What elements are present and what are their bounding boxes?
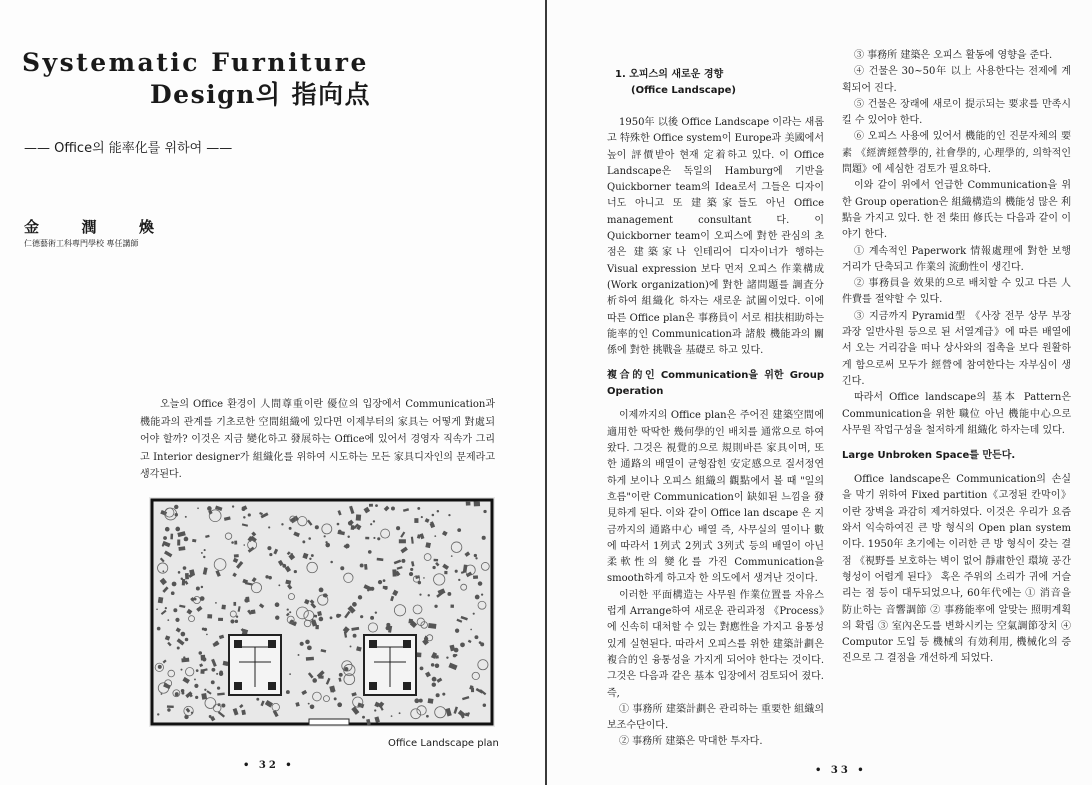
plan-furniture-mark bbox=[375, 504, 378, 507]
plan-furniture-mark bbox=[377, 537, 380, 540]
plan-furniture-mark bbox=[211, 668, 215, 672]
plan-furniture-mark bbox=[466, 501, 471, 506]
plan-furniture-mark bbox=[352, 602, 357, 607]
plan-furniture-mark bbox=[431, 663, 435, 667]
plan-furniture-mark bbox=[365, 537, 369, 540]
plan-furniture-mark bbox=[194, 684, 198, 688]
plan-furniture-mark bbox=[275, 615, 279, 619]
plan-furniture-mark bbox=[182, 579, 186, 586]
plan-furniture-mark bbox=[423, 577, 425, 579]
intro-paragraph: 오늘의 Office 환경이 人間尊重이란 優位의 입장에서 Communication과 機能과의 관계를 기초로한 空間組織에 있다면 이제부터의 家具는 어떻게 對處되어야 할까? 이것은 지금 變化하고 發展하는 Office에 있어서 경영자 직속가 그리고 Interior designer가 組織化를 위하여 시도하는 모든 家具디자인의 문제라고 생각된다. bbox=[140, 399, 495, 480]
plan-furniture-mark bbox=[235, 620, 238, 623]
plan-furniture-mark bbox=[339, 673, 343, 677]
plan-furniture-mark bbox=[368, 550, 372, 554]
author-char: 潤 bbox=[81, 218, 97, 236]
plan-furniture-mark bbox=[219, 671, 223, 675]
plan-furniture-mark bbox=[324, 535, 326, 537]
plan-furniture-mark bbox=[307, 645, 312, 650]
plan-furniture-mark bbox=[370, 616, 374, 620]
page-number-right: • 33 • bbox=[815, 765, 867, 776]
plan-furniture-mark bbox=[447, 592, 451, 596]
plan-furniture-mark bbox=[256, 698, 259, 701]
plan-furniture-mark bbox=[181, 689, 185, 693]
plan-furniture-mark bbox=[294, 570, 297, 573]
plan-furniture-mark bbox=[325, 541, 327, 543]
plan-furniture-mark bbox=[474, 501, 480, 506]
plan-furniture-mark bbox=[216, 673, 218, 675]
plan-furniture-mark bbox=[234, 541, 237, 545]
plan-furniture-mark bbox=[200, 669, 204, 674]
plan-furniture-mark bbox=[162, 570, 164, 572]
plan-furniture-mark bbox=[428, 594, 430, 596]
plan-furniture-mark bbox=[337, 702, 342, 707]
plan-furniture-mark bbox=[312, 678, 317, 683]
plan-furniture-mark bbox=[233, 602, 236, 606]
paragraph: 이와 같이 위에서 언급한 Communication을 위한 Group operation은 組織構造의 機能성 많은 利點을 가지고 있다. 한 전 柴田 修氏는 다음과 같이 이야기 한다. bbox=[842, 180, 1071, 241]
plan-furniture-mark bbox=[481, 593, 483, 595]
plan-furniture-mark bbox=[158, 597, 164, 603]
section-heading bbox=[615, 67, 824, 99]
plan-furniture-mark bbox=[391, 715, 393, 717]
right-page bbox=[547, 0, 1092, 785]
plan-furniture-mark bbox=[337, 523, 340, 526]
plan-furniture-mark bbox=[325, 543, 330, 548]
plan-furniture-mark bbox=[417, 507, 420, 510]
list-item: ③ 지금까지 Pyramid型 《사장 전무 상무 부장 과장 일반사원 등으로 된 서열계급》에 따른 배열에서 오는 거리감을 떠나 상사와의 접촉을 보다 원활하게 함으로써 모두가 經營에 참여한다는 자부심이 생긴다. bbox=[842, 310, 1071, 387]
plan-furniture-mark bbox=[234, 554, 239, 557]
plan-furniture-mark bbox=[360, 564, 364, 568]
plan-furniture-mark bbox=[167, 619, 169, 621]
plan-furniture-mark bbox=[319, 617, 324, 622]
plan-furniture-mark bbox=[460, 642, 465, 647]
plan-furniture-mark bbox=[457, 528, 461, 532]
plan-furniture-mark bbox=[221, 605, 225, 610]
plan-furniture-mark bbox=[432, 677, 437, 682]
plan-furniture-mark bbox=[336, 614, 340, 618]
plan-furniture-mark bbox=[175, 527, 180, 532]
plan-furniture-mark bbox=[418, 581, 421, 584]
plan-furniture-mark bbox=[391, 507, 395, 511]
plan-furniture-mark bbox=[473, 613, 475, 615]
paragraph: 이제까지의 Office plan은 주어진 建築空間에 適用한 딱딱한 幾何學的인 배치를 通常으로 하여 왔다. 그것은 視覺的으로 規則바른 家具이며, 또한 通路의 배열이 균형잡힌 安定感으로 질서정연하게 보이나 오피스 組織의 觀點에서 볼 때 "일의 흐름"이란 Communication이 缺如된 느낌을 發見하게 된다. 이와 같이 Office lan dscape 은 지금까지의 通路中心 배열 즉, 사무실의 열이나 數에 따라서 1列式 2列式 3列式 등의 배열이 아닌 柔軟性의 變化를 가진 Communication을 smooth하게 하고자 한 의도에서 생겨난 것이다. bbox=[607, 410, 824, 585]
plan-furniture-mark bbox=[157, 627, 161, 631]
plan-furniture-mark bbox=[344, 667, 348, 671]
list-item: ⑥ 오피스 사용에 있어서 機能的인 진문자체의 要素 《經濟經營學的, 社會學的, 心理學的, 의학적인 問題》에 세심한 검토가 필요하다. bbox=[842, 131, 1071, 176]
plan-furniture-mark bbox=[185, 573, 189, 579]
paragraph: Office landscape은 Communication의 손실을 막기 위하여 Fixed partition《고정된 칸막이》이란 장벽을 과감히 제거하였다. 이것은 우리가 요즘 와서 익숙하여진 큰 방 형식의 Open plan system 이다. 1950年 초기에는 이러한 큰 방 형식이 갖는 결점 《視野를 보호하는 벽이 없어 靜肅한인 環境 공간형성이 어렵게 된다》 혹은 주위의 소리가 귀에 거슬리는 점 등이 대두되었으나, 60年代에는 ① 消音을 防止하는 音響調節 ② 事務能率에 알맞는 照明계획의 확립 ③ 室內온도를 변화시키는 空氣調節장치 ④ Computor 도입 등 機械의 有効利用, 機械化의 증진으로 그 결점을 개선하게 되었다. bbox=[842, 474, 1071, 665]
plan-furniture-mark bbox=[218, 618, 223, 621]
plan-furniture-mark bbox=[360, 615, 363, 618]
plan-furniture-mark bbox=[184, 537, 189, 542]
plan-furniture-mark bbox=[442, 693, 445, 696]
plan-furniture-mark bbox=[306, 657, 314, 661]
paragraph: 따라서 Office landscape의 基本 Pattern은 Communication을 위한 職位 아닌 機能中心으로 사무원 작업구성을 철저하게 組織化 하자는데 있다. bbox=[842, 392, 1071, 436]
plan-furniture-mark bbox=[230, 619, 234, 623]
plan-furniture-mark bbox=[175, 513, 178, 516]
plan-furniture-mark bbox=[207, 506, 212, 511]
plan-furniture-mark bbox=[281, 523, 283, 525]
plan-furniture-mark bbox=[158, 665, 162, 669]
plan-furniture-mark bbox=[446, 656, 448, 658]
plan-furniture-mark bbox=[330, 561, 333, 564]
plan-furniture-mark bbox=[428, 623, 436, 629]
plan-furniture-mark bbox=[181, 669, 183, 671]
plan-furniture-mark bbox=[383, 579, 386, 582]
plan-furniture-mark bbox=[399, 539, 406, 543]
plan-furniture-mark bbox=[334, 697, 337, 700]
plan-furniture-mark bbox=[175, 618, 179, 622]
plan-furniture-mark bbox=[248, 513, 251, 516]
plan-furniture-mark bbox=[195, 696, 198, 699]
plan-furniture-mark bbox=[340, 566, 344, 570]
plan-furniture-mark bbox=[217, 687, 220, 690]
plan-furniture-mark bbox=[215, 602, 217, 604]
plan-furniture-mark bbox=[396, 526, 400, 530]
list-item: ① 事務所 建築計劃은 관리하는 重要한 組織의 보조수단이다. bbox=[607, 703, 824, 732]
plan-furniture-mark bbox=[181, 578, 183, 580]
plan-furniture-mark bbox=[409, 572, 413, 576]
plan-furniture-mark bbox=[268, 576, 272, 580]
text-column-left bbox=[607, 67, 824, 751]
plan-furniture-mark bbox=[167, 705, 174, 708]
plan-furniture-mark bbox=[204, 549, 206, 551]
plan-furniture-mark bbox=[373, 520, 375, 522]
plan-furniture-mark bbox=[375, 611, 377, 613]
plan-furniture-mark bbox=[475, 595, 480, 600]
plan-furniture-mark bbox=[367, 589, 369, 591]
plan-furniture-mark bbox=[173, 608, 177, 612]
plan-furniture-mark bbox=[275, 602, 280, 607]
plan-furniture-mark bbox=[378, 580, 382, 584]
plan-furniture-mark bbox=[245, 597, 249, 603]
plan-furniture-mark bbox=[416, 652, 421, 657]
plan-furniture-mark bbox=[221, 704, 225, 708]
plan-furniture-mark bbox=[165, 607, 167, 609]
plan-furniture-mark bbox=[269, 553, 272, 556]
plan-furniture-mark bbox=[289, 611, 291, 613]
plan-furniture-mark bbox=[420, 666, 424, 670]
plan-furniture-mark bbox=[309, 558, 311, 560]
plan-furniture-mark bbox=[419, 699, 423, 703]
author-name bbox=[24, 216, 154, 237]
plan-furniture-mark bbox=[201, 552, 203, 554]
plan-furniture-mark bbox=[204, 689, 206, 691]
plan-furniture-mark bbox=[178, 571, 181, 574]
plan-furniture-mark bbox=[183, 656, 185, 658]
plan-furniture-mark bbox=[170, 534, 173, 540]
plan-furniture-mark bbox=[478, 581, 483, 586]
plan-furniture-mark bbox=[267, 546, 271, 550]
plan-furniture-mark bbox=[201, 586, 203, 588]
plan-furniture-mark bbox=[196, 587, 200, 591]
plan-furniture-mark bbox=[483, 510, 486, 513]
plan-furniture-mark bbox=[350, 645, 352, 647]
plan-furniture-mark bbox=[453, 654, 457, 658]
plan-furniture-mark bbox=[455, 629, 459, 633]
plan-furniture-mark bbox=[358, 595, 362, 599]
author-char: 金 bbox=[24, 218, 40, 236]
subheading: 複合的인 Communication을 위한 Group Operation bbox=[607, 370, 824, 398]
plan-furniture-mark bbox=[401, 559, 405, 563]
list-item: ③ 事務所 建築은 오피스 활동에 영향을 준다. bbox=[854, 50, 1053, 61]
plan-furniture-mark bbox=[330, 616, 333, 619]
plan-furniture-mark bbox=[265, 575, 268, 578]
plan-furniture-mark bbox=[201, 693, 207, 700]
list-item: ② 事務所 建築은 막대한 투자다. bbox=[619, 736, 763, 748]
plan-furniture-mark bbox=[157, 713, 159, 715]
plan-furniture-mark bbox=[177, 540, 180, 546]
plan-furniture-mark bbox=[373, 537, 375, 539]
plan-furniture-mark bbox=[171, 591, 175, 595]
plan-furniture-mark bbox=[370, 523, 372, 525]
plan-furniture-mark bbox=[473, 575, 478, 579]
plan-furniture-mark bbox=[308, 537, 311, 540]
plan-furniture-mark bbox=[444, 571, 447, 574]
plan-furniture-mark bbox=[451, 555, 453, 557]
plan-furniture-mark bbox=[369, 504, 373, 507]
plan-furniture-mark bbox=[308, 703, 310, 705]
plan-furniture-mark bbox=[232, 505, 234, 507]
section-heading-ko: 1. 오피스의 새로운 경향 bbox=[615, 69, 724, 80]
plan-furniture-mark bbox=[353, 634, 357, 638]
article-title-line2: Design의 指向点 bbox=[150, 80, 372, 109]
plan-furniture-mark bbox=[428, 698, 434, 704]
plan-furniture-mark bbox=[414, 698, 419, 703]
text-column-right bbox=[842, 48, 1071, 668]
plan-furniture-mark bbox=[437, 510, 439, 512]
plan-furniture-mark bbox=[315, 525, 319, 529]
plan-furniture-mark bbox=[194, 678, 196, 680]
plan-furniture-mark bbox=[356, 514, 361, 520]
plan-furniture-mark bbox=[278, 584, 280, 586]
plan-furniture-mark bbox=[200, 596, 205, 601]
paragraph: 1950年 以後 Office Landscape 이라는 새롭고 特殊한 Office system이 Europe과 美國에서 높이 評價받아 현재 定着하고 있다. 이 Office Landscape은 독일의 Hamburg에 기반을 Quickborner team의 Idea로서 그들은 디자이너도 아니고 또 建築家들도 아닌 Office management consultant 다. 이 Quickborner team이 오피스에 對한 관심의 초점은 建築家나 인테리어 디자이너가 행하는 Visual expression 보다 먼저 오피스 作業構成(Work organization)에 對한 諸問題를 調査分析하여 組織化 하자는 새로운 試圖이었다. 이에 따른 Office plan은 事務員이 서로 相扶相助하는 能率的인 Communication과 諸般 機能과의 關係에 對한 挑戰을 基礎로 하고 있다. bbox=[607, 117, 824, 357]
plan-furniture-mark bbox=[177, 646, 180, 649]
left-page bbox=[0, 0, 545, 785]
plan-furniture-mark bbox=[434, 559, 439, 562]
article-subtitle: —— Office의 能率化를 위하여 —— bbox=[24, 141, 233, 156]
plan-furniture-mark bbox=[348, 521, 353, 526]
figure-caption: Office Landscape plan bbox=[388, 738, 499, 749]
plan-furniture-mark bbox=[432, 514, 435, 517]
plan-furniture-mark bbox=[243, 544, 245, 546]
plan-furniture-mark bbox=[374, 709, 376, 711]
list-item: ⑤ 건물은 장래에 새로이 提示되는 要求를 만족시킬 수 있어야 한다. bbox=[842, 98, 1071, 127]
plan-furniture-mark bbox=[474, 554, 477, 557]
plan-furniture-mark bbox=[426, 715, 429, 718]
plan-furniture-mark bbox=[282, 564, 286, 568]
plan-furniture-mark bbox=[175, 694, 177, 696]
plan-furniture-mark bbox=[458, 579, 460, 581]
plan-furniture-mark bbox=[289, 673, 291, 675]
plan-furniture-mark bbox=[475, 557, 477, 559]
plan-furniture-mark bbox=[207, 614, 212, 618]
office-landscape-plan-figure bbox=[149, 497, 495, 727]
plan-furniture-mark bbox=[231, 541, 234, 544]
plan-furniture-mark bbox=[347, 535, 349, 537]
plan-furniture-mark bbox=[455, 570, 458, 573]
plan-furniture-mark bbox=[384, 586, 388, 590]
plan-furniture-mark bbox=[174, 505, 178, 509]
plan-furniture-mark bbox=[202, 628, 205, 631]
plan-furniture-mark bbox=[199, 651, 203, 655]
author-char: 煥 bbox=[138, 218, 154, 236]
plan-furniture-mark bbox=[479, 641, 482, 644]
plan-furniture-mark bbox=[286, 690, 290, 694]
plan-furniture-mark bbox=[482, 536, 486, 540]
plan-furniture-mark bbox=[448, 514, 450, 516]
plan-furniture-mark bbox=[211, 680, 215, 684]
plan-furniture-mark bbox=[197, 507, 199, 509]
plan-furniture-mark bbox=[251, 609, 256, 614]
plan-furniture-mark bbox=[287, 608, 289, 610]
plan-furniture-mark bbox=[172, 582, 177, 587]
plan-furniture-mark bbox=[167, 708, 170, 711]
plan-furniture-mark bbox=[201, 655, 206, 661]
plan-furniture-mark bbox=[474, 635, 478, 639]
plan-furniture-mark bbox=[185, 638, 189, 642]
plan-furniture-mark bbox=[163, 536, 167, 540]
plan-furniture-mark bbox=[161, 693, 163, 695]
plan-furniture-mark bbox=[319, 588, 324, 593]
plan-furniture-mark bbox=[311, 554, 314, 557]
paragraph: 이러한 平面構造는 사무원 作業位置를 자유스럽게 Arrange하여 새로운 관리과정 《Process》에 신속히 대처할 수 있는 對應性을 가지고 융통성있게 실현된다. 따라서 오피스를 위한 建築計劃은 複合的인 융통성을 가지게 되어야 한다는 것이다. 그것은 다음과 같은 基本 입장에서 검토되어 졌다. 즉, bbox=[607, 589, 824, 699]
list-item: ④ 건물은 30~50年 以上 사용한다는 전제에 계획되어 진다. bbox=[842, 66, 1071, 94]
plan-furniture-mark bbox=[236, 616, 238, 618]
plan-furniture-mark bbox=[156, 608, 158, 610]
plan-furniture-mark bbox=[434, 535, 436, 537]
subheading: Large Unbroken Space를 만든다. bbox=[842, 450, 1016, 462]
plan-furniture-mark bbox=[435, 663, 440, 668]
plan-furniture-mark bbox=[467, 712, 469, 714]
plan-furniture-mark bbox=[183, 566, 187, 570]
plan-furniture-mark bbox=[298, 654, 300, 656]
author-affiliation: 仁德藝術工科專門學校 專任講師 bbox=[24, 239, 139, 248]
plan-furniture-mark bbox=[300, 642, 304, 646]
plan-furniture-mark bbox=[178, 546, 185, 551]
plan-furniture-mark bbox=[206, 634, 208, 636]
plan-furniture-mark bbox=[289, 527, 292, 530]
plan-furniture-mark bbox=[305, 640, 310, 645]
plan-furniture-mark bbox=[302, 540, 305, 543]
plan-furniture-mark bbox=[243, 516, 245, 518]
plan-furniture-mark bbox=[203, 556, 205, 558]
plan-furniture-mark bbox=[185, 516, 187, 518]
plan-furniture-mark bbox=[410, 568, 413, 571]
plan-furniture-mark bbox=[470, 629, 472, 631]
plan-furniture-mark bbox=[399, 712, 401, 714]
plan-furniture-mark bbox=[419, 594, 421, 596]
plan-furniture-mark bbox=[191, 712, 193, 714]
plan-furniture-mark bbox=[196, 669, 199, 672]
plan-furniture-mark bbox=[450, 605, 454, 608]
list-item: ② 事務員을 效果的으로 배치할 수 있고 다른 人件費를 절약할 수 있다. bbox=[842, 278, 1071, 306]
plan-furniture-mark bbox=[432, 566, 435, 569]
plan-furniture-mark bbox=[165, 527, 170, 532]
plan-furniture-mark bbox=[364, 564, 367, 570]
plan-furniture-mark bbox=[209, 715, 212, 718]
plan-furniture-mark bbox=[194, 598, 197, 601]
page-number-left: • 32 • bbox=[243, 760, 295, 771]
section-heading-en: (Office Landscape) bbox=[631, 85, 736, 96]
plan-furniture-mark bbox=[432, 682, 436, 686]
plan-furniture-mark bbox=[483, 704, 486, 707]
plan-furniture-mark bbox=[392, 569, 396, 576]
plan-furniture-mark bbox=[434, 605, 437, 608]
plan-furniture-mark bbox=[181, 632, 186, 637]
plan-furniture-mark bbox=[421, 516, 423, 518]
plan-furniture-mark bbox=[436, 693, 440, 697]
article-title-line1: Systematic Furniture bbox=[22, 48, 369, 77]
plan-furniture-mark bbox=[414, 518, 418, 523]
plan-furniture-mark bbox=[362, 716, 365, 719]
plan-furniture-mark bbox=[268, 526, 270, 528]
list-item: ① 계속적인 Paperwork 情報處理에 對한 보행 거리가 단축되고 作業의 流動性이 생긴다. bbox=[842, 245, 1071, 273]
plan-furniture-mark bbox=[310, 705, 315, 710]
plan-furniture-mark bbox=[181, 658, 189, 663]
